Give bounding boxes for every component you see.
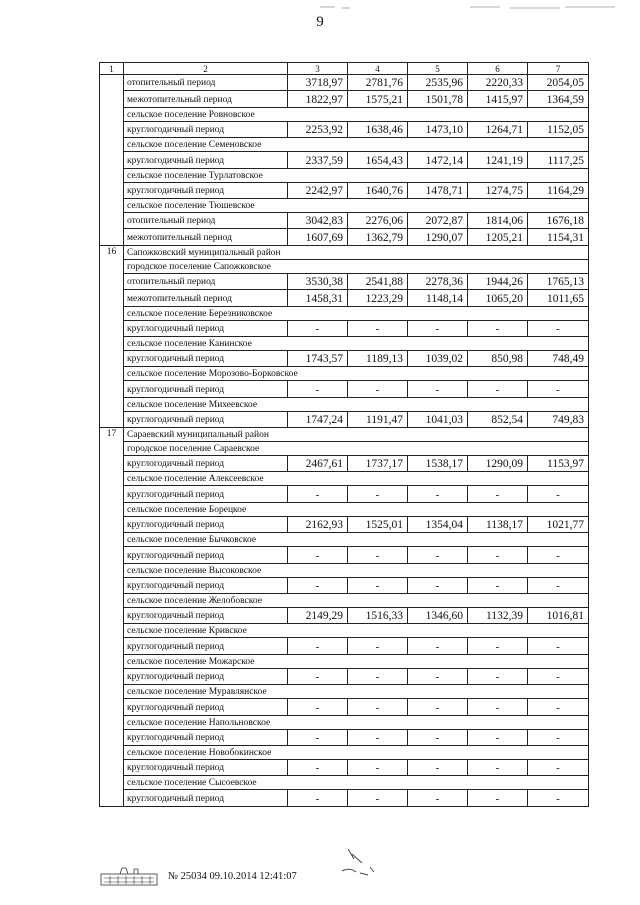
period-label: круглогодичный период	[124, 790, 288, 806]
period-label: круглогодичный период	[124, 411, 288, 427]
period-label: круглогодичный период	[124, 577, 288, 593]
tariff-value: 3718,97	[288, 75, 348, 91]
tariff-value: -	[288, 547, 348, 563]
tariff-value: -	[408, 486, 468, 502]
table-row	[100, 486, 589, 502]
tariff-value: 1472,14	[408, 152, 468, 168]
tariff-value: 1164,29	[528, 182, 589, 198]
tariff-value: 1362,79	[348, 229, 408, 245]
row-index: 16	[100, 245, 124, 427]
tariff-value: -	[288, 486, 348, 502]
footer	[100, 866, 297, 886]
tariff-value: 1290,07	[408, 229, 468, 245]
settlement-name: сельское поселение Бычковское	[124, 533, 589, 547]
tariff-value: 852,54	[468, 411, 528, 427]
tariff-value: -	[468, 320, 528, 336]
tariff-value: 2781,76	[348, 75, 408, 91]
period-label: отопительный период	[124, 212, 288, 228]
tariff-value: 1191,47	[348, 411, 408, 427]
tariff-value: -	[288, 759, 348, 775]
tariff-value: 1473,10	[408, 121, 468, 137]
tariff-value: -	[348, 668, 408, 684]
tariff-value: 1478,71	[408, 182, 468, 198]
tariff-value: -	[348, 790, 408, 806]
table-row	[100, 182, 589, 198]
tariff-value: 2278,36	[408, 273, 468, 289]
period-label: круглогодичный период	[124, 320, 288, 336]
tariff-value: -	[288, 699, 348, 715]
tariff-value: 1575,21	[348, 91, 408, 107]
tariff-value: -	[408, 547, 468, 563]
tariff-value: 749,83	[528, 411, 589, 427]
district-row	[100, 245, 589, 259]
table-row	[100, 273, 589, 289]
tariff-value: -	[408, 699, 468, 715]
settlement-name: сельское поселение Канинское	[124, 336, 589, 350]
tariff-value: 1737,17	[348, 456, 408, 472]
tariff-value: 1132,39	[468, 608, 528, 624]
district-row	[100, 428, 589, 442]
tariff-value: -	[468, 547, 528, 563]
tariff-value: 1501,78	[408, 91, 468, 107]
period-label: круглогодичный период	[124, 121, 288, 137]
settlement-row	[100, 594, 589, 608]
settlement-row	[100, 198, 589, 212]
settlement-name: сельское поселение Можарское	[124, 654, 589, 668]
settlement-row	[100, 397, 589, 411]
district-name: Сапожковский муниципальный район	[124, 245, 589, 259]
settlement-name: сельское поселение Новобокинское	[124, 745, 589, 759]
tariff-value: 1016,81	[528, 608, 589, 624]
settlement-row	[100, 472, 589, 486]
table-body	[100, 63, 589, 807]
tariff-value: 1415,97	[468, 91, 528, 107]
table-row	[100, 638, 589, 654]
settlement-row	[100, 745, 589, 759]
header-row	[100, 63, 589, 75]
settlement-row	[100, 502, 589, 516]
tariff-value: 1065,20	[468, 290, 528, 306]
row-index	[100, 75, 124, 246]
settlement-row	[100, 776, 589, 790]
tariff-value: -	[468, 486, 528, 502]
row-index: 17	[100, 428, 124, 807]
period-label: отопительный период	[124, 75, 288, 91]
tariff-value: 1223,29	[348, 290, 408, 306]
tariff-value: 3042,83	[288, 212, 348, 228]
tariff-value: -	[408, 577, 468, 593]
settlement-row	[100, 563, 589, 577]
column-header: 3	[288, 63, 348, 75]
settlement-row	[100, 715, 589, 729]
tariff-value: 850,98	[468, 350, 528, 366]
scan-noise-marks	[260, 4, 620, 10]
tariff-value: 2535,96	[408, 75, 468, 91]
tariff-value: 1290,09	[468, 456, 528, 472]
tariff-value: 1205,21	[468, 229, 528, 245]
settlement-name: сельское поселение Кривское	[124, 624, 589, 638]
tariff-value: 1039,02	[408, 350, 468, 366]
tariff-value: -	[528, 638, 589, 654]
tariff-value: -	[528, 320, 589, 336]
tariff-value: -	[468, 759, 528, 775]
tariff-value: -	[348, 638, 408, 654]
settlement-row	[100, 138, 589, 152]
tariff-value: -	[348, 729, 408, 745]
tariff-value: -	[288, 381, 348, 397]
settlement-name: сельское поселение Высоковское	[124, 563, 589, 577]
tariff-value: 1607,69	[288, 229, 348, 245]
table-row	[100, 516, 589, 532]
settlement-name: сельское поселение Ровновское	[124, 107, 589, 121]
tariff-value: -	[408, 381, 468, 397]
tariff-value: 1274,75	[468, 182, 528, 198]
column-header: 2	[124, 63, 288, 75]
tariff-table	[99, 62, 589, 807]
tariff-value: 748,49	[528, 350, 589, 366]
tariff-value: -	[348, 699, 408, 715]
table-row	[100, 152, 589, 168]
settlement-name: сельское поселение Сысоевское	[124, 776, 589, 790]
period-label: круглогодичный период	[124, 638, 288, 654]
tariff-value: -	[348, 547, 408, 563]
settlement-name: сельское поселение Муравлянское	[124, 685, 589, 699]
period-label: круглогодичный период	[124, 182, 288, 198]
period-label: круглогодичный период	[124, 608, 288, 624]
tariff-value: -	[528, 486, 589, 502]
tariff-value: -	[408, 320, 468, 336]
tariff-value: -	[528, 699, 589, 715]
table-row	[100, 790, 589, 806]
column-header: 1	[100, 63, 124, 75]
period-label: круглогодичный период	[124, 668, 288, 684]
tariff-value: -	[348, 381, 408, 397]
period-label: круглогодичный период	[124, 350, 288, 366]
tariff-value: 2337,59	[288, 152, 348, 168]
table-row	[100, 759, 589, 775]
tariff-value: 1676,18	[528, 212, 589, 228]
tariff-value: 3530,38	[288, 273, 348, 289]
tariff-value: 1152,05	[528, 121, 589, 137]
settlement-row	[100, 685, 589, 699]
tariff-value: -	[528, 668, 589, 684]
tariff-value: -	[468, 381, 528, 397]
tariff-value: 2276,06	[348, 212, 408, 228]
tariff-value: -	[288, 320, 348, 336]
table-row	[100, 121, 589, 137]
settlement-row	[100, 533, 589, 547]
table-row	[100, 411, 589, 427]
table-row	[100, 547, 589, 563]
period-label: круглогодичный период	[124, 547, 288, 563]
tariff-value: 1117,25	[528, 152, 589, 168]
tariff-value: -	[288, 577, 348, 593]
tariff-value: 1944,26	[468, 273, 528, 289]
tariff-value: -	[528, 759, 589, 775]
settlement-name: сельское поселение Алексеевское	[124, 472, 589, 486]
period-label: круглогодичный период	[124, 152, 288, 168]
tariff-value: 2162,93	[288, 516, 348, 532]
settlement-row	[100, 168, 589, 182]
tariff-value: 1041,03	[408, 411, 468, 427]
tariff-value: 1189,13	[348, 350, 408, 366]
tariff-value: -	[408, 790, 468, 806]
table-row	[100, 577, 589, 593]
settlement-row	[100, 336, 589, 350]
tariff-value: 1538,17	[408, 456, 468, 472]
tariff-value: 1458,31	[288, 290, 348, 306]
tariff-value: 1525,01	[348, 516, 408, 532]
tariff-value: -	[468, 668, 528, 684]
tariff-value: 1138,17	[468, 516, 528, 532]
tariff-value: -	[408, 729, 468, 745]
tariff-value: 2149,29	[288, 608, 348, 624]
tariff-value: -	[468, 699, 528, 715]
tariff-value: -	[408, 668, 468, 684]
tariff-value: -	[348, 759, 408, 775]
registry-stamp-icon	[100, 866, 158, 886]
table-row	[100, 212, 589, 228]
tariff-value: 1640,76	[348, 182, 408, 198]
tariff-value: 1765,13	[528, 273, 589, 289]
settlement-name: сельское поселение Морозово-Борковское	[124, 367, 589, 381]
settlement-name: сельское поселение Турлатовское	[124, 168, 589, 182]
column-header: 6	[468, 63, 528, 75]
tariff-value: -	[468, 729, 528, 745]
tariff-value: 1516,33	[348, 608, 408, 624]
tariff-value: -	[528, 729, 589, 745]
tariff-value: -	[528, 381, 589, 397]
tariff-value: 2054,05	[528, 75, 589, 91]
pen-mark	[340, 845, 400, 880]
column-header: 4	[348, 63, 408, 75]
settlement-name: городское поселение Сапожковское	[124, 259, 589, 273]
tariff-value: 1354,04	[408, 516, 468, 532]
tariff-value: 1638,46	[348, 121, 408, 137]
settlement-name: сельское поселение Желобовское	[124, 594, 589, 608]
tariff-value: -	[408, 759, 468, 775]
tariff-value: 2253,92	[288, 121, 348, 137]
table-row	[100, 608, 589, 624]
column-header: 5	[408, 63, 468, 75]
tariff-value: 1153,97	[528, 456, 589, 472]
tariff-value: -	[288, 638, 348, 654]
settlement-row	[100, 654, 589, 668]
tariff-value: 2467,61	[288, 456, 348, 472]
page-number: 9	[316, 14, 324, 30]
period-label: круглогодичный период	[124, 456, 288, 472]
tariff-value: 1743,57	[288, 350, 348, 366]
tariff-value: 1241,19	[468, 152, 528, 168]
period-label: круглогодичный период	[124, 516, 288, 532]
period-label: круглогодичный период	[124, 486, 288, 502]
settlement-name: сельское поселение Семеновское	[124, 138, 589, 152]
table-row	[100, 381, 589, 397]
table-row	[100, 729, 589, 745]
table-row	[100, 290, 589, 306]
table-row	[100, 91, 589, 107]
tariff-value: 1346,60	[408, 608, 468, 624]
settlement-row	[100, 624, 589, 638]
tariff-value: -	[348, 486, 408, 502]
period-label: круглогодичный период	[124, 729, 288, 745]
tariff-value: 1822,97	[288, 91, 348, 107]
table-row	[100, 229, 589, 245]
settlement-name: сельское поселение Березниковское	[124, 306, 589, 320]
settlement-name: сельское поселение Тюшевское	[124, 198, 589, 212]
period-label: круглогодичный период	[124, 699, 288, 715]
tariff-value: -	[528, 577, 589, 593]
tariff-value: -	[348, 577, 408, 593]
table-row	[100, 350, 589, 366]
tariff-value: 1021,77	[528, 516, 589, 532]
settlement-name: сельское поселение Напольновское	[124, 715, 589, 729]
settlement-name: сельское поселение Борецкое	[124, 502, 589, 516]
tariff-value: 2541,88	[348, 273, 408, 289]
tariff-value: 2220,33	[468, 75, 528, 91]
table-row	[100, 668, 589, 684]
settlement-row	[100, 107, 589, 121]
period-label: круглогодичный период	[124, 759, 288, 775]
tariff-value: 2072,87	[408, 212, 468, 228]
settlement-name: городское поселение Сараевское	[124, 442, 589, 456]
table-row	[100, 75, 589, 91]
tariff-value: 1654,43	[348, 152, 408, 168]
settlement-row	[100, 259, 589, 273]
tariff-value: -	[408, 638, 468, 654]
tariff-value: 1264,71	[468, 121, 528, 137]
tariff-value: 2242,97	[288, 182, 348, 198]
tariff-value: -	[348, 320, 408, 336]
tariff-value: 1154,31	[528, 229, 589, 245]
period-label: межотопительный период	[124, 91, 288, 107]
district-name: Сараевский муниципальный район	[124, 428, 589, 442]
tariff-value: -	[288, 729, 348, 745]
table-row	[100, 320, 589, 336]
tariff-value: -	[468, 790, 528, 806]
tariff-value: -	[528, 790, 589, 806]
settlement-row	[100, 367, 589, 381]
registration-stamp-text: № 25034 09.10.2014 12:41:07	[168, 870, 297, 882]
tariff-value: -	[528, 547, 589, 563]
tariff-value: 1148,14	[408, 290, 468, 306]
column-header: 7	[528, 63, 589, 75]
settlement-row	[100, 442, 589, 456]
table-row	[100, 456, 589, 472]
period-label: круглогодичный период	[124, 381, 288, 397]
period-label: межотопительный период	[124, 290, 288, 306]
tariff-value: -	[288, 668, 348, 684]
period-label: межотопительный период	[124, 229, 288, 245]
tariff-value: 1364,59	[528, 91, 589, 107]
period-label: отопительный период	[124, 273, 288, 289]
tariff-value: 1011,65	[528, 290, 589, 306]
table-row	[100, 699, 589, 715]
tariff-value: -	[288, 790, 348, 806]
tariff-value: 1747,24	[288, 411, 348, 427]
tariff-value: -	[468, 638, 528, 654]
settlement-row	[100, 306, 589, 320]
settlement-name: сельское поселение Михеевское	[124, 397, 589, 411]
tariff-value: 1814,06	[468, 212, 528, 228]
tariff-value: -	[468, 577, 528, 593]
